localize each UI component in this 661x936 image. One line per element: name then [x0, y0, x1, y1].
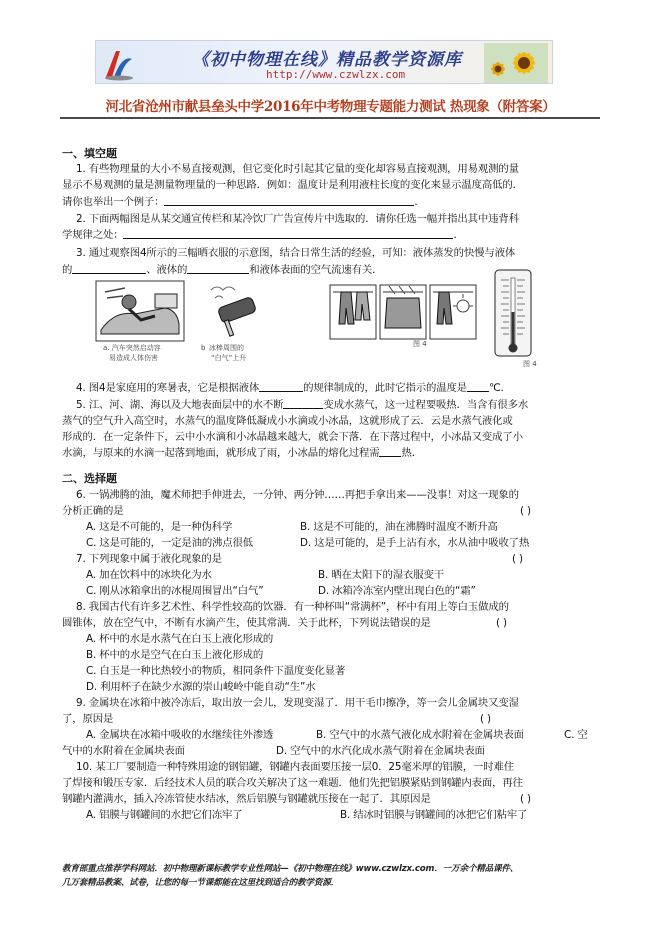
q5-line-2: 蒸气的空气升入高空时，水蒸气的温度降低凝成小水滴或小冰晶，这就形成了云．云是水蒸气液化或	[62, 415, 513, 427]
q5-line-3: 形成的．在一定条件下，云中小水滴和小冰晶越来越大，就会下落．在下落过程中，小冰晶又变成了小	[62, 431, 523, 443]
q3-line-1: 3. 通过观察图4所示的三幅晒衣服的示意图，结合日常生活的经验，可知：液体蒸发的快慢与液体	[76, 247, 516, 259]
fig-a-caption-1: a. 汽车突然启动容	[103, 344, 161, 352]
q9-option-c-end[interactable]: 气中的水附着在金属块表面	[62, 745, 185, 757]
q9-option-c-start[interactable]: C. 空	[564, 729, 588, 741]
q7-answer-paren[interactable]: ( )	[512, 553, 523, 565]
car-passenger-illustration	[95, 280, 185, 342]
q2-answer-blank[interactable]	[123, 228, 453, 239]
q10-line-2: 了焊接和锻压专家．后经技术人员的联合攻关解决了这一难题．他们先把铝膜紧贴到钢罐内表面，再往	[62, 777, 523, 789]
q9-line-2: 了，原因是	[62, 713, 114, 725]
site-logo-icon	[102, 45, 136, 81]
q4-blank-2[interactable]	[467, 381, 489, 392]
fig-b-caption-2: “白气”上升	[211, 354, 247, 362]
q6-answer-paren[interactable]: ( )	[520, 505, 531, 517]
q7-line: 7. 下列现象中属于液化现象的是	[76, 553, 222, 565]
q10-option-a[interactable]: A. 铝膜与钢罐间的水把它们冻牢了	[86, 809, 243, 821]
q4-line: 4. 图4是家庭用的寒暑表，它是根据液体 的规律制成的，此时它指示的温度是 ℃．	[76, 382, 511, 394]
q8-option-d[interactable]: D. 利用杯子在缺少水源的崇山峻岭中能自动“生”水	[86, 681, 316, 693]
q6-option-c[interactable]: C. 这是可能的，一定是油的沸点很低	[86, 537, 254, 549]
q8-option-b[interactable]: B. 杯中的水是空气在白玉上液化形成的	[86, 649, 264, 661]
q7-option-c[interactable]: C. 刚从冰箱拿出的冰棍周围冒出“白气”	[86, 585, 264, 597]
q1-line-2: 显示不易观测的量是测量物理量的一种思路．例如：温度计是利用液柱长度的变化来显示温度高低的．	[62, 179, 523, 191]
q6-option-a[interactable]: A. 这是不可能的，是一种伪科学	[86, 521, 233, 533]
sunflower-icon	[484, 43, 548, 83]
q7-option-b[interactable]: B. 晒在太阳下的湿衣服变干	[318, 569, 444, 581]
q4-blank-1[interactable]	[259, 381, 303, 392]
q1-line-3: 请你也举出一个例子： ．	[62, 196, 425, 208]
q10-line-3: 钢罐内灌满水，插入冷冻管使水结冰，然后铝膜与钢罐就压接在一起了．其原因是	[62, 793, 431, 805]
section-heading-multiple-choice: 二、选择题	[62, 472, 117, 485]
q5-line-4: 水滴，与原来的水滴一起落到地面，就形成了雨，小冰晶的熔化过程需 热．	[62, 447, 422, 459]
q3-line-2: 的 、液体的 和液体表面的空气流速有关．	[62, 264, 383, 276]
q6-line-1: 6. 一锅沸腾的油，魔术师把手伸进去，一分钟、两分钟……再把手拿出来——没事！对这一现象的	[76, 489, 519, 501]
q1-line-1: 1. 有些物理量的大小不易直接观测，但它变化时引起其它量的变化却容易直接观测，用易观测的量	[76, 163, 519, 175]
q9-option-d[interactable]: D. 空气中的水汽化成水蒸气附着在金属块表面	[276, 745, 485, 757]
q10-line-1: 10. 某工厂要制造一种特殊用途的钢铝罐，钢罐内表面要压接一层0．25毫米厚的铝膜，一时难住	[76, 761, 514, 773]
q3-blank-1[interactable]	[72, 263, 146, 274]
title-divider	[60, 117, 600, 119]
figures-row	[95, 280, 590, 368]
q7-option-a[interactable]: A. 加在饮料中的冰块化为水	[86, 569, 212, 581]
q5-line-1: 5. 江、河、湖、海以及大地表面层中的水不断 变成水蒸气，这一过程要吸热．当含有很多水	[76, 399, 529, 411]
q5-blank-1[interactable]	[283, 398, 323, 409]
q5-blank-2[interactable]	[379, 446, 401, 457]
q8-option-a[interactable]: A. 杯中的水是水蒸气在白玉上液化形成的	[86, 633, 274, 645]
q3-blank-2[interactable]	[187, 263, 249, 274]
q9-line-1: 9. 金属块在冰箱中被冷冻后，取出放一会儿，发现变湿了．用干毛巾擦净，等一会儿金属块又变湿	[76, 697, 519, 709]
fig4-caption: 图 4	[413, 340, 427, 348]
q8-answer-paren[interactable]: ( )	[496, 617, 507, 629]
fig-a-caption-2: 易造成人体伤害	[109, 354, 158, 362]
q2-line-2: 学规律之处： ．	[62, 229, 464, 241]
q9-option-b[interactable]: B. 空气中的水蒸气液化成水附着在金属块表面	[316, 729, 524, 741]
q7-option-d[interactable]: D. 冰箱冷冻室内壁出现白色的“霜”	[318, 585, 476, 597]
q2-line-1: 2. 下面两幅图是从某交通宣传栏和某冷饮厂广告宣传片中选取的．请你任选一幅并指出其中违背科	[76, 213, 519, 225]
fig-b-letter: b	[201, 344, 206, 352]
page-footer	[62, 862, 518, 890]
footer-line-2: 几万套精品教案、试卷，让您的每一节课都能在这里找到适合的教学资源．	[62, 878, 339, 888]
thermometer-illustration	[493, 268, 533, 362]
q8-line-2: 圆锥体，放在空气中，不断有水滴产生，使其常满．关于此杯，下列说法错误的是	[62, 617, 431, 629]
popsicle-illustration	[205, 282, 265, 340]
section-heading-fill-blank: 一、填空题	[62, 147, 117, 160]
q6-option-d[interactable]: D. 这是可能的，是手上沾有水，水从油中吸收了热	[300, 537, 530, 549]
q9-option-a[interactable]: A. 金属块在冰箱中吸收的水继续往外渗透	[86, 729, 274, 741]
header-banner	[95, 40, 553, 84]
thermometer-caption: 图 4	[523, 360, 537, 368]
banner-title: 《初中物理在线》精品教学资源库	[192, 50, 462, 70]
footer-line-1: 教育部重点推荐学科网站．初中物理新课标教学专业性网站—《初中物理在线》www.czwlzx.com．一万余个精品课件、	[62, 864, 519, 874]
drying-clothes-illustration	[329, 284, 479, 350]
q8-option-c[interactable]: C. 白玉是一种比热较小的物质，相同条件下温度变化显著	[86, 665, 346, 677]
q6-option-b[interactable]: B. 这是不可能的，油在沸腾时温度不断升高	[300, 521, 498, 533]
banner-url[interactable]: http://www.czwlzx.com	[266, 68, 406, 81]
q6-line-2: 分析正确的是	[62, 505, 124, 517]
q1-answer-blank[interactable]	[164, 195, 414, 206]
q10-option-b[interactable]: B. 结冰时铝膜与钢罐间的冰把它们粘牢了	[340, 809, 528, 821]
q9-answer-paren[interactable]: ( )	[480, 713, 491, 725]
document-title: 河北省沧州市献县垒头中学2016年中考物理专题能力测试 热现象（附答案）	[105, 99, 556, 115]
q10-answer-paren[interactable]: ( )	[520, 793, 531, 805]
q8-line-1: 8. 我国古代有许多艺术性、科学性较高的饮器．有一种杯叫“常满杯”，杯中有用上等白玉做成的	[76, 601, 509, 613]
fig-b-caption-1: 冰棒周围的	[209, 344, 244, 352]
